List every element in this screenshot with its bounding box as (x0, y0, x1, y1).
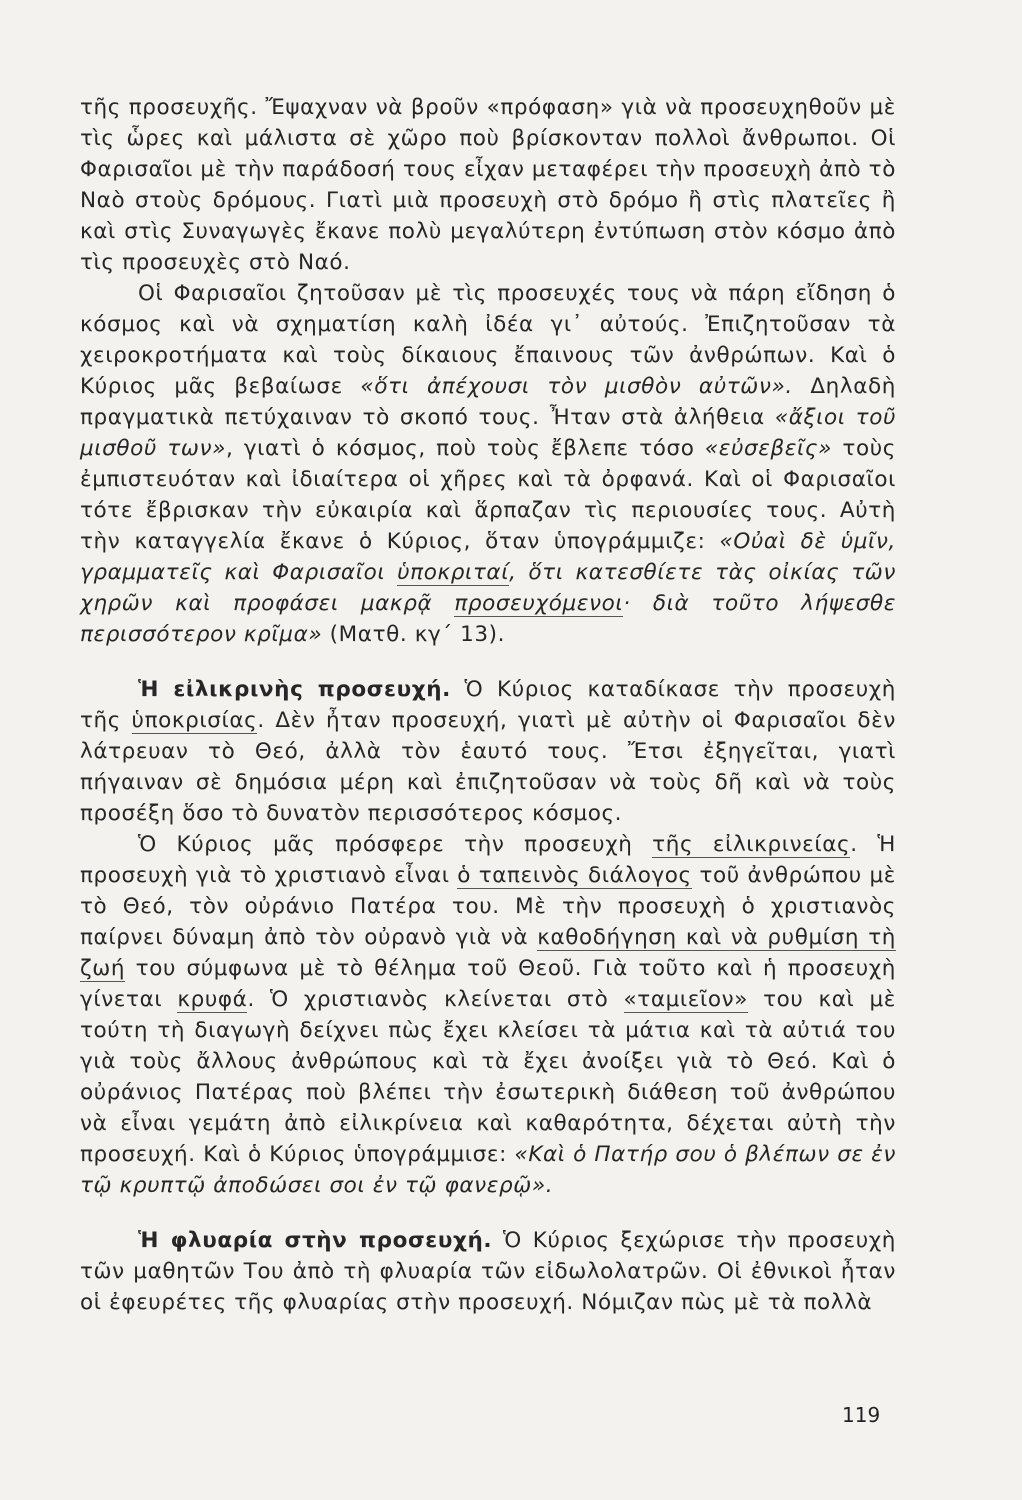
underlined-text: «ταμιεῖον» (623, 987, 748, 1012)
scripture-quote: «ὅτι ἀπέχουσι τὸν μισθὸν αὐτῶν». (360, 374, 793, 399)
scripture-quote: «Καὶ ὁ Πατήρ σου ὁ βλέπων σε ἐν τῷ κρυπτῷ ἀποδώσει σοι ἐν τῷ φανερῷ». (80, 1142, 896, 1198)
body-text (80, 92, 896, 1318)
section-heading: Ἡ εἰλικρινὴς προσευχή. (138, 677, 451, 702)
section-heading: Ἡ φλυαρία στὴν προσευχή. (138, 1228, 493, 1253)
underlined-text: κρυφά (177, 987, 248, 1012)
scripture-quote: «εὐσεβεῖς» (704, 436, 832, 461)
underlined-text: ὁ ταπεινὸς διάλογος (457, 863, 692, 888)
underlined-quote: προσευχόμενοι (454, 591, 624, 616)
scripture-quote: «Οὐαὶ δὲ ὑμῖν, γραμματεῖς καὶ Φαρισαῖοι (80, 529, 896, 585)
paragraph-babbling-prayer: Ἡ φλυαρία στὴν προσευχή. Ὁ Κύριος ξεχώρισε τὴν προσευχὴ τῶν μαθητῶν Του ἀπὸ τὴ φλυαρία τῶν εἰδωλολατρῶν. Οἱ ἐθνικοὶ ἦταν οἱ ἐφευρέτες τῆς φλυαρίας στὴν προσευχή. Νόμιζαν πὼς μὲ τὰ πολλὰ (80, 1228, 896, 1315)
paragraph-1: τῆς προσευχῆς. Ἔψαχναν νὰ βροῦν «πρόφαση» γιὰ νὰ προσευχηθοῦν μὲ τὶς ὧρες καὶ μάλιστα σὲ χῶρο ποὺ βρίσκονταν πολλοὶ ἄνθρωποι. Οἱ Φαρισαῖοι μὲ τὴν παράδοσή τους εἶχαν μεταφέρει τὴν προσευχὴ ἀπὸ τὸ Ναὸ στοὺς δρόμους. Γιατὶ μιὰ προσευχὴ στὸ δρόμο ἢ στὶς πλατεῖες ἢ καὶ στὶς Συναγωγὲς ἔκανε πολὺ μεγαλύτερη ἐντύπωση στὸν κόσμο ἀπὸ τὶς προσευχὲς στὸ Ναό. (80, 95, 896, 275)
scripture-quote: · διὰ τοῦτο λήψεσθε περισσότερον κρῖμα» (80, 591, 896, 647)
underlined-text: τῆς εἰλικρινείας (652, 832, 851, 857)
paragraph-2: Οἱ Φαρισαῖοι ζητοῦσαν μὲ τὶς προσευχές τους νὰ πάρη εἴδηση ὁ κόσμος καὶ νὰ σχηματίση καλὴ ἰδέα γι᾽ αὐτούς. Ἐπιζητοῦσαν τὰ χειροκροτήματα καὶ τοὺς δίκαιους ἔπαινους τῶν ἀνθρώπων. Καὶ ὁ Κύριος μᾶς βεβαίωσε «ὅτι ἀπέχουσι τὸν μισθὸν αὐτῶν». Δηλαδὴ πραγματικὰ πετύχαιναν τὸ σκοπό τους. Ἦταν στὰ ἀλήθεια «ἄξιοι τοῦ μισθοῦ των», γιατὶ ὁ κόσμος, ποὺ τοὺς ἔβλεπε τόσο «εὐσεβεῖς» τοὺς ἐμπιστευόταν καὶ ἰδιαίτερα οἱ χῆρες καὶ τὰ ὀρφανά. Καὶ οἱ Φαρισαῖοι τότε ἔβρισκαν τὴν εὐκαιρία καὶ ἅρπαζαν τὶς περιουσίες τους. Αὐτὴ τὴν καταγγελία ἔκανε ὁ Κύριος, ὅταν ὑπογράμμιζε: «Οὐαὶ δὲ ὑμῖν, γραμματεῖς καὶ Φαρισαῖοι ὑποκριταί, ὅτι κατεσθίετε τὰς οἰκίας τῶν χηρῶν καὶ προφάσει μακρᾷ προσευχόμενοι· διὰ τοῦτο λήψεσθε περισσότερον κρῖμα» (Ματθ. κγ´ 13). (80, 281, 896, 647)
page-number: 119 (842, 1403, 881, 1427)
paragraph-4: Ὁ Κύριος μᾶς πρόσφερε τὴν προσευχὴ τῆς εἰλικρινείας. Ἡ προσευχὴ γιὰ τὸ χριστιανὸ εἶναι ὁ ταπεινὸς διάλογος τοῦ ἀνθρώπου μὲ τὸ Θεό, τὸν οὐράνιο Πατέρα του. Μὲ τὴν προσευχὴ ὁ χριστιανὸς παίρνει δύναμη ἀπὸ τὸν οὐρανὸ γιὰ νὰ καθοδήγηση καὶ νὰ ρυθμίση τὴ ζωή του σύμφωνα μὲ τὸ θέλημα τοῦ Θεοῦ. Γιὰ τοῦτο καὶ ἡ προσευχὴ γίνεται κρυφά. Ὁ χριστιανὸς κλείνεται στὸ «ταμιεῖον» του καὶ μὲ τούτη τὴ διαγωγὴ δείχνει πὼς ἔχει κλείσει τὰ μάτια καὶ τὰ αὐτιά του γιὰ τοὺς ἄλλους ἀνθρώπους καὶ τὰ ἔχει ἀνοίξει γιὰ τὸ Θεό. Καὶ ὁ οὐράνιος Πατέρας ποὺ βλέπει τὴν ἐσωτερικὴ διάθεση τοῦ ἀνθρώπου νὰ εἶναι γεμάτη ἀπὸ εἰλικρίνεια καὶ καθαρότητα, δέχεται αὐτὴ τὴν προσευχή. Καὶ ὁ Κύριος ὑπογράμμισε: «Καὶ ὁ Πατήρ σου ὁ βλέπων σε ἐν τῷ κρυπτῷ ἀποδώσει σοι ἐν τῷ φανερῷ». (80, 832, 897, 1198)
paragraph-sincere-prayer: Ἡ εἰλικρινὴς προσευχή. Ὁ Κύριος καταδίκασε τὴν προσευχὴ τῆς ὑποκρισίας. Δὲν ἦταν προσευχή, γιατὶ μὲ αὐτὴν οἱ Φαρισαῖοι δὲν λάτρευαν τὸ Θεό, ἀλλὰ τὸν ἑαυτό τους. Ἔτσι ἐξηγεῖται, γιατὶ πήγαιναν σὲ δημόσια μέρη καὶ ἐπιζητοῦσαν νὰ τοὺς δῆ καὶ νὰ τοὺς προσέξη ὅσο τὸ δυνατὸν περισσότερος κόσμος. (80, 677, 896, 826)
underlined-text: ὑποκρισίας (131, 708, 258, 733)
scripture-quote: , ὅτι κατεσθίετε τὰς οἰκίας τῶν χηρῶν καὶ προφάσει μακρᾷ (80, 560, 896, 616)
scripture-quote: «ἄξιοι τοῦ μισθοῦ των» (80, 405, 896, 461)
underlined-text: καθοδήγηση καὶ νὰ ρυθμίση τὴ ζωή (80, 925, 896, 981)
underlined-quote: ὑποκριταί (397, 560, 510, 585)
